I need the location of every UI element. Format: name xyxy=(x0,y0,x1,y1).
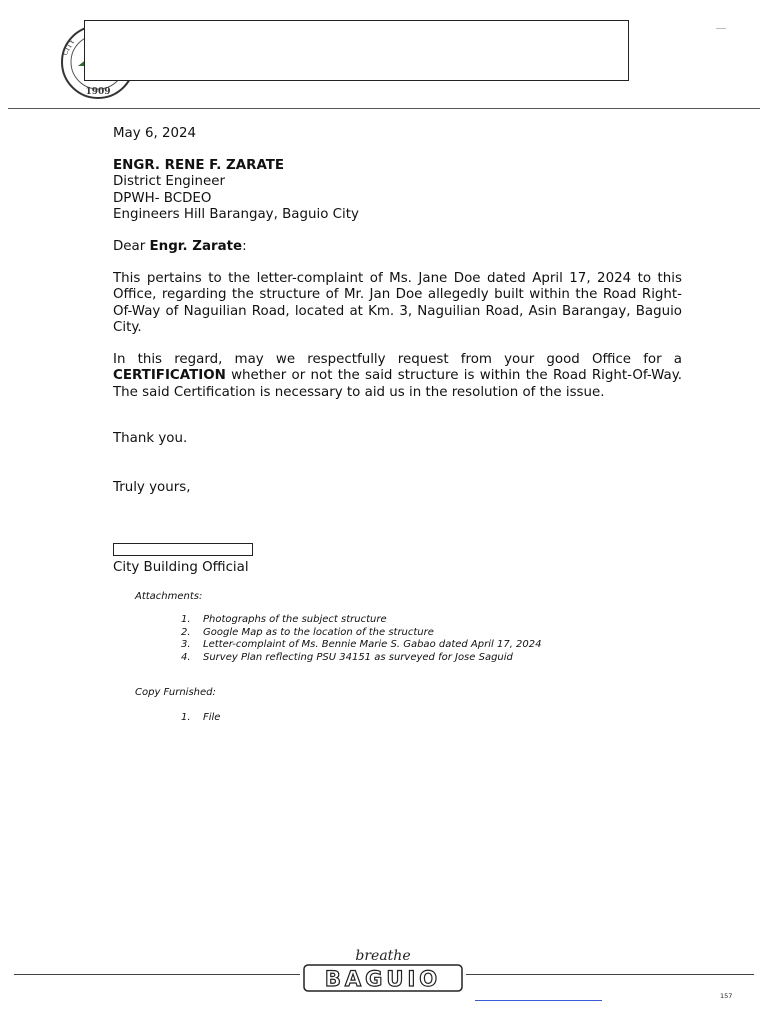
list-number: 1. xyxy=(181,614,191,625)
list-item xyxy=(181,627,542,640)
recipient-office: DPWH- BCDEO xyxy=(113,190,212,206)
salutation-prefix: Dear xyxy=(113,239,150,254)
closing-line: Truly yours, xyxy=(113,480,191,495)
list-item xyxy=(181,712,220,725)
request-rest: whether or not the said structure is within the Road Right-Of-Way. The said Certification is necessary to aid us in the resolution of the issue. xyxy=(113,368,682,400)
redacted-signatory-name xyxy=(113,543,253,556)
footer-link-underline[interactable] xyxy=(475,1000,602,1001)
list-number: 3. xyxy=(181,639,191,650)
salutation-name: Engr. Zarate xyxy=(149,239,243,254)
salutation xyxy=(113,239,682,255)
redacted-header-box xyxy=(84,20,629,81)
paragraph-request xyxy=(113,352,682,401)
list-number: 1. xyxy=(181,712,191,723)
recipient-position: District Engineer xyxy=(113,174,225,190)
recipient-name: ENGR. RENE F. ZARATE xyxy=(113,158,285,173)
list-text: Photographs of the subject structure xyxy=(203,614,387,625)
request-lead: In this regard, may we respectfully request from your good Office for a xyxy=(113,352,682,367)
page-number: 157 xyxy=(720,992,733,1000)
copy-furnished-label: Copy Furnished: xyxy=(135,687,216,698)
recipient-address: Engineers Hill Barangay, Baguio City xyxy=(113,206,359,222)
list-item xyxy=(181,639,542,652)
attachments-list xyxy=(181,614,542,664)
attachments-label: Attachments: xyxy=(135,591,203,602)
header-mark xyxy=(716,28,726,29)
list-item xyxy=(181,614,542,627)
signatory-title: City Building Official xyxy=(113,560,249,575)
list-number: 2. xyxy=(181,626,191,638)
paragraph-complaint: This pertains to the letter-complaint of Ms. Jane Doe dated April 17, 2024 to this Office, regarding the structure of Mr. Jan Doe allegedly built within the Road Right-Of-Way of Naguilian Road, located at Km. 3, Naguilian Road, Asin Barangay, Baguio City. xyxy=(113,271,682,335)
list-text: Survey Plan reflecting PSU 34151 as surveyed for Jose Saguid xyxy=(203,651,513,663)
letter-date: May 6, 2024 xyxy=(113,126,197,141)
seal-year: 1909 xyxy=(85,87,111,97)
salutation-suffix: : xyxy=(242,239,247,254)
seal-letters: CITY xyxy=(60,37,77,57)
recipient-block xyxy=(113,158,682,223)
header-divider xyxy=(8,108,760,109)
logo-word-text: BAGUIO xyxy=(324,967,442,991)
copy-furnished-list xyxy=(181,712,220,725)
list-text: File xyxy=(203,712,221,723)
logo-script-text: breathe xyxy=(355,948,411,964)
request-emphasis: CERTIFICATION xyxy=(113,368,226,384)
list-text: Google Map as to the location of the structure xyxy=(203,626,434,638)
thanks-line: Thank you. xyxy=(113,431,188,446)
breathe-baguio-logo xyxy=(300,944,466,994)
list-number: 4. xyxy=(181,651,191,663)
list-item xyxy=(181,652,542,665)
list-text: Letter-complaint of Ms. Bennie Marie S. Gabao dated April 17, 2024 xyxy=(203,639,542,650)
